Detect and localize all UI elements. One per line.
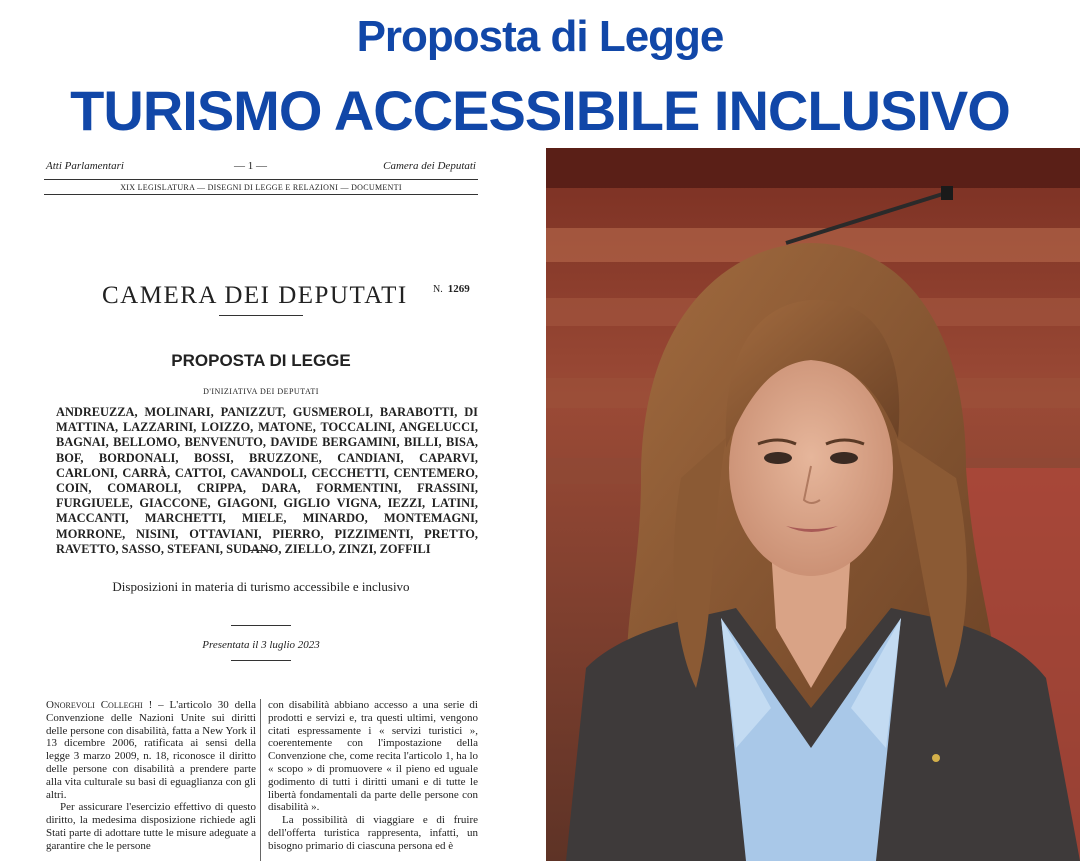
paragraph: con disabilità abbiano accesso a una serie di prodotti e servizi e, tra questi ultimi, vengono citati espressamente i « servizi turistici », coerentemente con l'impostazione della Convenzione che, come recita l'articolo 1, ha lo « scopo » di promuovere « il pieno ed uguale godimento di tutti i diritti umani e di tutte le libertà fondamentali da parte delle persone con disabilità ». bbox=[268, 699, 478, 814]
header-right: Camera dei Deputati bbox=[383, 160, 476, 172]
headline-title: TURISMO ACCESSIBILE INCLUSIVO bbox=[70, 79, 1010, 142]
paragraph: Per assicurare l'esercizio effettivo di questo diritto, la medesima disposizione richiede agli Stati parte di adottare tutte le misure adeguate a garantire che le persone bbox=[46, 801, 256, 852]
initiative-line: D'INIZIATIVA DEI DEPUTATI bbox=[203, 387, 319, 396]
header-left: Atti Parlamentari bbox=[46, 160, 124, 172]
divider-rule bbox=[219, 315, 303, 316]
bill-document bbox=[44, 150, 478, 861]
headline-subtitle: Proposta di Legge bbox=[356, 12, 724, 61]
chamber-title: CAMERA DEI DEPUTATI bbox=[102, 282, 408, 309]
portrait-photo bbox=[546, 148, 1080, 861]
salutation: Onorevoli Colleghi ! bbox=[46, 699, 153, 711]
paragraph: La possibilità di viaggiare e di fruire dell'offerta turistica rappresenta, infatti, un bisogno primario di ciascuna persona ed è bbox=[268, 814, 478, 852]
body-column-left bbox=[46, 699, 256, 853]
column-divider bbox=[260, 699, 261, 861]
bill-number-value: 1269 bbox=[447, 283, 470, 295]
page-number: — 1 — bbox=[234, 160, 267, 172]
divider-rule bbox=[249, 550, 273, 551]
paragraph-text: – L'articolo 30 della Convenzione delle Nazioni Unite sui diritti delle persone con disabilità, fatta a New York il 13 dicembre 2006, ratificata ai sensi della legge 3 marzo 2009, n. 18, riconosce il diritto delle persone con disabilità a prendere parte alla vita culturale su basi di eguaglianza con gli altri. bbox=[46, 699, 256, 801]
bill-number-label: N. bbox=[433, 284, 443, 295]
portrait-illustration bbox=[546, 148, 1080, 861]
divider-rule bbox=[231, 660, 291, 661]
bill-subject: Disposizioni in materia di turismo accessibile e inclusivo bbox=[112, 579, 410, 594]
header-rule bbox=[44, 194, 478, 195]
bill-number bbox=[433, 283, 470, 295]
bill-type: PROPOSTA DI LEGGE bbox=[171, 351, 351, 370]
paragraph bbox=[46, 699, 256, 801]
authors-list: ANDREUZZA, MOLINARI, PANIZZUT, GUSMEROLI, BARABOTTI, DI MATTINA, LAZZARINI, LOIZZO, MATONE, TOCCALINI, ANGELUCCI, BAGNAI, BELLOMO, BENVENUTO, DAVIDE BERGAMINI, BILLI, BISA, BOF, BORDONALI, BOSSI, BRUZZONE, CANDIANI, CAPARVI, CARLONI, CARRÀ, CATTOI, CAVANDOLI, CECCHETTI, CENTEMERO, COIN, COMAROLI, CRIPPA, DARA, FORMENTINI, FRASSINI, FURGIUELE, GIACCONE, GIAGONI, GIGLIO VIGNA, IEZZI, LATINI, MACCANTI, MARCHETTI, MIELE, MINARDO, MONTEMAGNI, MORRONE, NISINI, OTTAVIANI, PIERRO, PIZZIMENTI, PRETTO, RAVETTO, SASSO, STEFANI, SUDANO, ZIELLO, ZINZI, ZOFFILI bbox=[56, 405, 478, 556]
legislature-line: XIX LEGISLATURA — DISEGNI DI LEGGE E RELAZIONI — DOCUMENTI bbox=[44, 179, 478, 192]
body-column-right bbox=[268, 699, 478, 853]
presentation-date: Presentata il 3 luglio 2023 bbox=[202, 639, 320, 651]
divider-rule bbox=[231, 625, 291, 626]
